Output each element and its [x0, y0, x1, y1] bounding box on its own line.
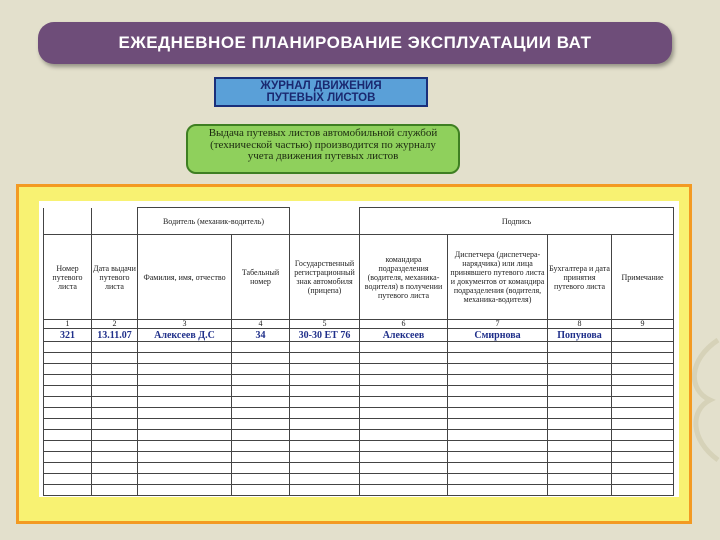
blank-rows: [44, 342, 674, 496]
empty-cell: [44, 342, 92, 353]
empty-cell: [612, 452, 674, 463]
empty-cell: [92, 375, 138, 386]
empty-cell: [290, 419, 360, 430]
document-frame: [16, 184, 692, 524]
empty-cell: [290, 463, 360, 474]
table-cell: 34: [232, 329, 290, 342]
empty-cell: [232, 474, 290, 485]
journal-table: [43, 207, 674, 496]
empty-cell: [612, 419, 674, 430]
empty-cell: [612, 364, 674, 375]
empty-cell: [138, 419, 232, 430]
empty-cell: [448, 485, 548, 496]
journal-label: [214, 77, 428, 107]
empty-cell: [92, 397, 138, 408]
empty-cell: [360, 375, 448, 386]
empty-cell: [290, 452, 360, 463]
empty-cell: [612, 430, 674, 441]
empty-cell: [232, 397, 290, 408]
empty-cell: [138, 485, 232, 496]
table-cell: Алексеев: [360, 329, 448, 342]
empty-cell: [360, 386, 448, 397]
empty-cell: [290, 375, 360, 386]
column-number: 2: [92, 320, 138, 329]
column-number: 6: [360, 320, 448, 329]
empty-cell: [92, 474, 138, 485]
empty-cell: [138, 342, 232, 353]
empty-row: [44, 375, 674, 386]
empty-cell: [448, 463, 548, 474]
empty-row: [44, 386, 674, 397]
empty-cell: [612, 463, 674, 474]
empty-cell: [232, 364, 290, 375]
empty-cell: [612, 441, 674, 452]
empty-cell: [44, 353, 92, 364]
empty-cell: [290, 386, 360, 397]
empty-cell: [44, 375, 92, 386]
empty-cell: [548, 463, 612, 474]
empty-cell: [44, 408, 92, 419]
page-title: ЕЖЕДНЕВНОЕ ПЛАНИРОВАНИЕ ЭКСПЛУАТАЦИИ ВАТ: [38, 22, 672, 64]
empty-cell: [232, 452, 290, 463]
empty-cell: [138, 353, 232, 364]
column-number: 8: [548, 320, 612, 329]
empty-cell: [448, 397, 548, 408]
empty-cell: [232, 485, 290, 496]
empty-cell: [232, 419, 290, 430]
journal-label-line-2: ПУТЕВЫХ ЛИСТОВ: [266, 92, 376, 104]
empty-cell: [44, 452, 92, 463]
empty-cell: [44, 430, 92, 441]
empty-cell: [232, 408, 290, 419]
empty-cell: [360, 364, 448, 375]
empty-cell: [612, 485, 674, 496]
column-header: Бухгалтера и дата принятия путевого листа: [548, 235, 612, 320]
empty-cell: [290, 364, 360, 375]
column-number: 4: [232, 320, 290, 329]
empty-cell: [232, 463, 290, 474]
empty-cell: [232, 353, 290, 364]
empty-cell: [138, 397, 232, 408]
note-box: Выдача путевых листов автомобильной службой (технической частью) производится по журналу учета движения путевых листов: [186, 124, 460, 174]
empty-cell: [138, 441, 232, 452]
empty-cell: [232, 441, 290, 452]
empty-row: [44, 485, 674, 496]
group-header-signature: Подпись: [360, 208, 674, 235]
column-header: Табельный номер: [232, 235, 290, 320]
empty-cell: [548, 375, 612, 386]
empty-cell: [548, 419, 612, 430]
empty-cell: [448, 452, 548, 463]
empty-row: [44, 463, 674, 474]
empty-cell: [612, 397, 674, 408]
empty-cell: [548, 397, 612, 408]
empty-cell: [548, 408, 612, 419]
empty-cell: [92, 430, 138, 441]
group-header-empty: [44, 208, 92, 235]
empty-cell: [92, 353, 138, 364]
empty-cell: [360, 419, 448, 430]
empty-row: [44, 364, 674, 375]
empty-cell: [548, 342, 612, 353]
empty-cell: [92, 419, 138, 430]
column-header: Фамилия, имя, отчество: [138, 235, 232, 320]
empty-cell: [448, 386, 548, 397]
empty-cell: [92, 386, 138, 397]
column-header: Диспетчера (диспетчера-нарядчика) или лица принявшего путевого листа и документов от командира подразделения (водителя, механика-водителя): [448, 235, 548, 320]
empty-cell: [44, 386, 92, 397]
table-cell: [612, 329, 674, 342]
empty-cell: [290, 485, 360, 496]
empty-cell: [290, 397, 360, 408]
column-header: Дата выдачи путевого листа: [92, 235, 138, 320]
empty-cell: [448, 364, 548, 375]
empty-cell: [448, 375, 548, 386]
empty-cell: [360, 342, 448, 353]
column-number-row: [44, 320, 674, 329]
empty-cell: [612, 342, 674, 353]
group-header-driver: Водитель (механик-водитель): [138, 208, 290, 235]
empty-cell: [44, 441, 92, 452]
empty-cell: [232, 430, 290, 441]
empty-cell: [138, 452, 232, 463]
empty-cell: [232, 342, 290, 353]
empty-row: [44, 419, 674, 430]
table-cell: 13.11.07: [92, 329, 138, 342]
empty-cell: [360, 485, 448, 496]
table-cell: 321: [44, 329, 92, 342]
empty-row: [44, 408, 674, 419]
column-number: 3: [138, 320, 232, 329]
journal-document: [39, 201, 679, 497]
empty-cell: [92, 452, 138, 463]
empty-cell: [290, 408, 360, 419]
empty-cell: [92, 408, 138, 419]
empty-cell: [612, 386, 674, 397]
empty-cell: [44, 463, 92, 474]
empty-cell: [138, 430, 232, 441]
column-number: 1: [44, 320, 92, 329]
empty-cell: [548, 485, 612, 496]
column-header: Примечание: [612, 235, 674, 320]
table-cell: Алексеев Д.С: [138, 329, 232, 342]
empty-cell: [290, 353, 360, 364]
empty-row: [44, 474, 674, 485]
group-header-empty: [290, 208, 360, 235]
empty-cell: [232, 386, 290, 397]
column-header: Государственный регистрационный знак автомобиля (прицепа): [290, 235, 360, 320]
column-header-row: [44, 235, 674, 320]
empty-cell: [360, 474, 448, 485]
empty-cell: [448, 441, 548, 452]
empty-cell: [360, 441, 448, 452]
empty-cell: [360, 397, 448, 408]
table-cell: Смирнова: [448, 329, 548, 342]
empty-cell: [360, 463, 448, 474]
empty-cell: [138, 364, 232, 375]
column-number: 7: [448, 320, 548, 329]
empty-cell: [44, 485, 92, 496]
empty-cell: [548, 430, 612, 441]
empty-cell: [44, 364, 92, 375]
empty-cell: [92, 364, 138, 375]
group-header-empty: [92, 208, 138, 235]
empty-cell: [138, 386, 232, 397]
empty-cell: [548, 452, 612, 463]
empty-cell: [612, 353, 674, 364]
column-number: 5: [290, 320, 360, 329]
empty-cell: [448, 430, 548, 441]
empty-cell: [92, 342, 138, 353]
empty-cell: [290, 342, 360, 353]
empty-cell: [290, 430, 360, 441]
empty-cell: [290, 474, 360, 485]
empty-cell: [548, 474, 612, 485]
empty-row: [44, 441, 674, 452]
empty-cell: [232, 375, 290, 386]
empty-cell: [360, 408, 448, 419]
empty-cell: [138, 463, 232, 474]
empty-cell: [448, 342, 548, 353]
empty-cell: [360, 353, 448, 364]
empty-row: [44, 342, 674, 353]
empty-cell: [448, 474, 548, 485]
empty-cell: [92, 463, 138, 474]
empty-cell: [548, 364, 612, 375]
group-header-row: [44, 208, 674, 235]
empty-cell: [360, 452, 448, 463]
empty-cell: [448, 408, 548, 419]
empty-cell: [548, 386, 612, 397]
empty-cell: [44, 419, 92, 430]
table-cell: Попунова: [548, 329, 612, 342]
table-row: [44, 329, 674, 342]
empty-cell: [448, 353, 548, 364]
empty-row: [44, 430, 674, 441]
empty-cell: [138, 408, 232, 419]
column-header: Номер путевого листа: [44, 235, 92, 320]
empty-row: [44, 397, 674, 408]
column-number: 9: [612, 320, 674, 329]
empty-cell: [92, 441, 138, 452]
empty-cell: [290, 441, 360, 452]
empty-cell: [44, 397, 92, 408]
table-cell: 30-30 ЕТ 76: [290, 329, 360, 342]
empty-cell: [612, 474, 674, 485]
empty-row: [44, 452, 674, 463]
empty-cell: [548, 353, 612, 364]
journal-label-line-1: ЖУРНАЛ ДВИЖЕНИЯ: [260, 80, 382, 92]
empty-row: [44, 353, 674, 364]
empty-cell: [138, 375, 232, 386]
empty-cell: [448, 419, 548, 430]
empty-cell: [360, 430, 448, 441]
empty-cell: [548, 441, 612, 452]
empty-cell: [138, 474, 232, 485]
empty-cell: [44, 474, 92, 485]
empty-cell: [92, 485, 138, 496]
empty-cell: [612, 375, 674, 386]
column-header: командира подразделения (водителя, механика-водителя) в получении путевого листа: [360, 235, 448, 320]
empty-cell: [612, 408, 674, 419]
